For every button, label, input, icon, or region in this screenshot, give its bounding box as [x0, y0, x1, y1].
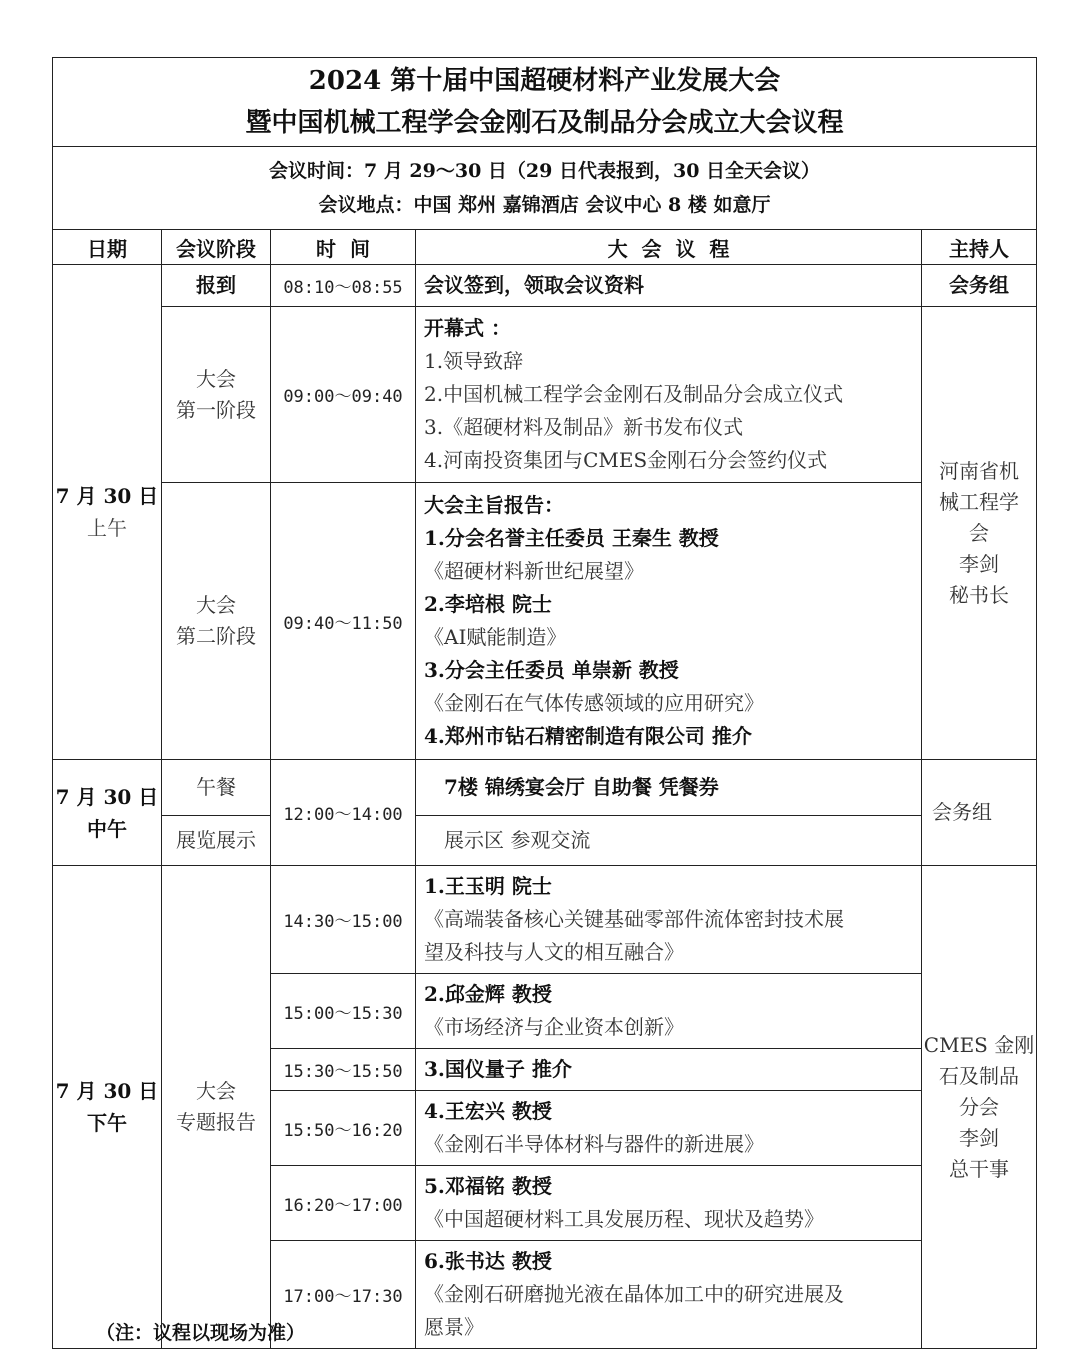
host-line: 会: [969, 520, 990, 545]
host-line: 秘书长: [949, 582, 1010, 607]
talk-title: 《市场经济与企业资本创新》: [424, 1015, 684, 1039]
talk-title: 《金刚石半导体材料与器件的新进展》: [424, 1132, 764, 1156]
session-agenda: [416, 974, 922, 1049]
morning-host: [922, 307, 1037, 760]
session-agenda: [416, 866, 922, 974]
meta-row: [53, 147, 1037, 230]
speaker: 4.郑州市钻石精密制造有限公司 推介: [424, 724, 752, 748]
list-item: 4.河南投资集团与CMES金刚石分会签约仪式: [424, 448, 828, 472]
host-line: 河南省机: [939, 458, 1020, 483]
lunch-agenda-text: 7楼 锦绣宴会厅 自助餐 凭餐券: [444, 775, 719, 799]
header-agenda: 大 会 议 程: [416, 230, 922, 265]
session-agenda: [416, 1091, 922, 1166]
noon-time: 12:00～14:00: [271, 760, 416, 866]
expo-stage: 展览展示: [162, 816, 271, 866]
keynote-heading: 大会主旨报告：: [424, 493, 564, 517]
host-line: 李剑: [959, 551, 1000, 576]
speaker: 5.邓福铭 教授: [424, 1174, 552, 1198]
session-time: 15:00～15:30: [271, 974, 416, 1049]
talk-title: 《超硬材料新世纪展望》: [424, 559, 644, 583]
talk-title: 《AI赋能制造》: [424, 625, 567, 649]
header-host: 主持人: [922, 230, 1037, 265]
lunch-stage: 午餐: [162, 760, 271, 816]
register-time: 08:10～08:55: [271, 265, 416, 307]
speaker: 2.邱金辉 教授: [424, 982, 552, 1006]
stage1-time: 09:00～09:40: [271, 307, 416, 483]
host-line: 分会: [959, 1094, 1000, 1119]
morning-date-cell: [53, 265, 162, 760]
talk-title: 《高端装备核心关键基础零部件流体密封技术展: [424, 907, 844, 931]
session-time: 15:30～15:50: [271, 1049, 416, 1091]
table-row: [53, 816, 1037, 866]
session-agenda: [416, 1241, 922, 1349]
table-row: [53, 307, 1037, 483]
register-host: 会务组: [922, 265, 1037, 307]
afternoon-stage-line2: 专题报告: [176, 1110, 256, 1134]
stage2-line2: 第二阶段: [176, 624, 256, 648]
table-row: [53, 483, 1037, 760]
meeting-info: [53, 147, 1037, 230]
speaker: 1.分会名誉主任委员 王秦生 教授: [424, 526, 719, 550]
agenda-table: [52, 57, 1037, 1349]
table-row: [53, 265, 1037, 307]
table-row: [53, 760, 1037, 816]
title-line-1: 2024 第十届中国超硬材料产业发展大会: [308, 66, 781, 96]
meeting-time: 会议时间：7 月 29～30 日（29 日代表报到，30 日全天会议）: [268, 160, 821, 182]
list-item: 1.领导致辞: [424, 349, 524, 373]
morning-period: 上午: [87, 516, 127, 540]
session-time: 15:50～16:20: [271, 1091, 416, 1166]
header-row: [53, 230, 1037, 265]
opening-heading: 开幕式 ：: [424, 316, 511, 340]
session-agenda: [416, 1166, 922, 1241]
speaker: 2.李培根 院士: [424, 592, 552, 616]
stage1-agenda: [416, 307, 922, 483]
noon-host: 会务组: [922, 760, 1037, 866]
talk-title: 《金刚石在气体传感领域的应用研究》: [424, 691, 764, 715]
lunch-agenda: [416, 760, 922, 816]
speaker: 3.分会主任委员 单崇新 教授: [424, 658, 679, 682]
register-agenda: [416, 265, 922, 307]
register-stage: 报到: [162, 265, 271, 307]
afternoon-date-cell: [53, 866, 162, 1349]
title-row: [53, 58, 1037, 147]
header-date: 日期: [53, 230, 162, 265]
talk-title: 《中国超硬材料工具发展历程、现状及趋势》: [424, 1207, 824, 1231]
afternoon-stage: [162, 866, 271, 1349]
stage1-line2: 第一阶段: [176, 397, 256, 422]
expo-agenda: [416, 816, 922, 866]
session-time: 16:20～17:00: [271, 1166, 416, 1241]
meeting-location: 会议地点：中国 郑州 嘉锦酒店 会议中心 8 楼 如意厅: [318, 194, 771, 216]
table-row: [53, 866, 1037, 974]
list-item: 3.《超硬材料及制品》新书发布仪式: [424, 415, 744, 439]
stage1-cell: [162, 307, 271, 483]
stage2-line1: 大会: [196, 593, 236, 617]
session-time: 17:00～17:30: [271, 1241, 416, 1349]
noon-date-cell: [53, 760, 162, 866]
title-line-2: 暨中国机械工程学会金刚石及制品分会成立大会议程: [245, 108, 844, 138]
list-item: 2.中国机械工程学会金刚石及制品分会成立仪式: [424, 382, 844, 406]
speaker: 3.国仪量子 推介: [424, 1057, 572, 1081]
header-stage: 会议阶段: [162, 230, 271, 265]
afternoon-date: 7 月 30 日: [55, 1079, 159, 1103]
stage2-agenda: [416, 483, 922, 760]
host-line: 械工程学: [939, 489, 1020, 514]
afternoon-host: [922, 866, 1037, 1349]
host-line: CMES 金刚: [923, 1032, 1035, 1057]
afternoon-stage-line1: 大会: [196, 1079, 236, 1103]
speaker: 1.王玉明 院士: [424, 874, 552, 898]
stage2-cell: [162, 483, 271, 760]
talk-title: 愿景》: [424, 1315, 484, 1339]
header-time: 时 间: [271, 230, 416, 265]
host-line: 李剑: [959, 1125, 1000, 1150]
afternoon-period: 下午: [87, 1111, 127, 1135]
stage2-time: 09:40～11:50: [271, 483, 416, 760]
talk-title: 望及科技与人文的相互融合》: [424, 940, 684, 964]
talk-title: 《金刚石研磨抛光液在晶体加工中的研究进展及: [424, 1282, 844, 1306]
host-line: 总干事: [949, 1156, 1010, 1181]
noon-date: 7 月 30 日: [55, 784, 159, 809]
footnote: （注：议程以现场为准）: [96, 1322, 306, 1344]
speaker: 4.王宏兴 教授: [424, 1099, 552, 1123]
morning-date: 7 月 30 日: [55, 484, 159, 508]
stage1-line1: 大会: [196, 366, 236, 391]
register-agenda-text: 会议签到，领取会议资料: [424, 273, 644, 297]
noon-period: 中午: [87, 816, 127, 841]
session-time: 14:30～15:00: [271, 866, 416, 974]
speaker: 6.张书达 教授: [424, 1249, 552, 1273]
expo-agenda-text: 展示区 参观交流: [444, 828, 591, 852]
host-line: 石及制品: [939, 1063, 1020, 1088]
session-agenda: [416, 1049, 922, 1091]
page-title: [53, 58, 1037, 147]
